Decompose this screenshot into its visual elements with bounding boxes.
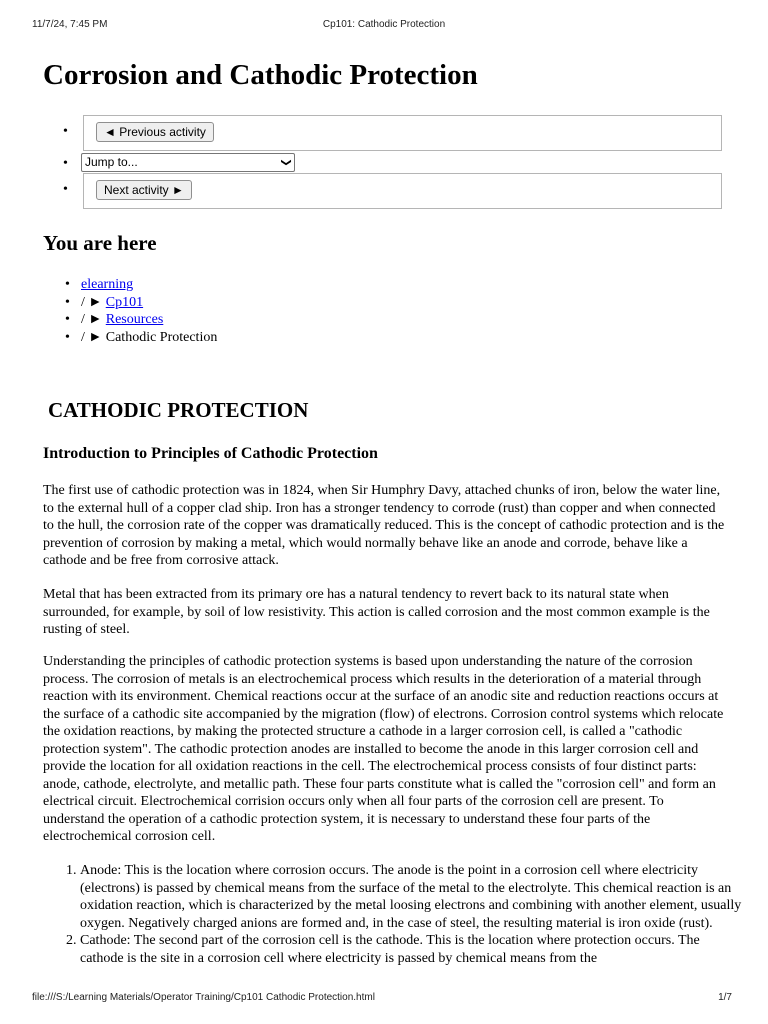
breadcrumb xyxy=(63,276,217,346)
breadcrumb-item xyxy=(63,276,217,294)
list-bullet: • xyxy=(63,182,68,197)
paragraph-corrosion: Metal that has been extracted from its primary ore has a natural tendency to revert back to its natural state when surrounded, for example, by soil of low resistivity. This action is called corrosion and the most common example is the rusting of steel. xyxy=(43,587,710,637)
breadcrumb-link-cp101[interactable]: Cp101 xyxy=(105,294,144,310)
next-activity-box xyxy=(83,173,722,209)
section-title: CATHODIC PROTECTION xyxy=(48,398,309,422)
print-file-path: file:///S:/Learning Materials/Operator Training/Cp101 Cathodic Protection.html xyxy=(32,992,375,1003)
list-item-anode: 1. Anode: This is the location where corrosion occurs. The anode is the point in a corrosion cell where electricity (electrons) is passed by chemical means from the surface of the metal to the electrolyte. This chemical reaction is an oxidation reaction, which is characterized by the metal loosing electrons and combining with another element, usually oxygen. Negatively charged anions are formed and, in the case of steel, the resulting material is iron oxide (rust). xyxy=(80,862,744,932)
breadcrumb-separator: / ► xyxy=(81,329,106,345)
list-bullet: • xyxy=(63,124,68,139)
print-footer xyxy=(32,992,736,1006)
breadcrumb-link-resources[interactable]: Resources xyxy=(105,312,164,327)
paragraph-principles: Understanding the principles of cathodic protection systems is based upon understanding the nature of the corrosion process. The corrosion of metals is an electrochemical process which results in the deterioration of a material through reaction with its environment. Chemical reactions occur at the surface of an anodic site and reduction reactions occurs at the surface of a cathodic site accompanied by the migration (flow) of electrons. Corrosion control systems which relocate the oxidation reactions, by making the protected structure a cathode in a larger corrosion cell, is called a "cathodic protection system". The cathodic protection anodes are installed to become the anode in this larger corrosion cell and provide the location for all oxidation reactions in the cell. The electrochemical process consists of four distinct parts: anode, cathode, electrolyte, and metallic path. These four parts constitute what is called the "corrosion cell" and form an electrical circuit. Electrochemical corrision occurs only when all four parts of the corrosion cell are present. To understand the operation of a cathodic protection system, it is necessary to understand these four parts of the electrochemical corrosion cell. xyxy=(43,654,724,844)
jump-to-value: Jump to... xyxy=(85,155,138,169)
breadcrumb-item xyxy=(63,311,217,329)
breadcrumb-link-elearning[interactable]: elearning xyxy=(81,277,134,292)
breadcrumb-separator: / ► xyxy=(81,294,106,310)
list-item-cathode: 2. Cathode: The second part of the corrosion cell is the cathode. This is the location where protection occurs. The cathode is the site in a corrosion cell where electricity is passed by chemical means from the xyxy=(80,932,744,967)
chevron-down-icon: ❯ xyxy=(280,158,292,167)
breadcrumb-item xyxy=(63,329,217,347)
breadcrumb-current: Cathodic Protection xyxy=(105,329,218,345)
print-doc-title: Cp101: Cathodic Protection xyxy=(322,19,446,30)
list-bullet: • xyxy=(63,156,68,171)
breadcrumb-separator: / ► xyxy=(81,312,106,327)
paragraph-history: The first use of cathodic protection was in 1824, when Sir Humphry Davy, attached chunks of iron, below the water line, to the external hull of a copper clad ship. Iron has a stronger tendency to corrode (rust) than copper and when connected to the hull, the corrosion rate of the copper was dramatically reduced. This is the concept of cathodic protection and is the prevention of corrosion by making a metal, which would normally behave like an anode and corrode, behave like a cathode and be free from corrosive attack. xyxy=(43,483,725,568)
print-header xyxy=(32,19,736,33)
breadcrumb-item xyxy=(63,294,217,312)
page-title: Corrosion and Cathodic Protection xyxy=(43,59,478,91)
section-subtitle: Introduction to Principles of Cathodic Protection xyxy=(43,445,378,462)
print-datetime: 11/7/24, 7:45 PM xyxy=(32,19,108,30)
next-activity-button[interactable]: Next activity ► xyxy=(96,180,192,200)
print-page-counter: 1/7 xyxy=(718,992,732,1003)
jump-to-select[interactable] xyxy=(81,153,295,172)
corrosion-cell-parts-list xyxy=(63,862,744,967)
previous-activity-box xyxy=(83,115,722,151)
you-are-here-heading: You are here xyxy=(43,231,157,255)
previous-activity-button[interactable]: ◄ Previous activity xyxy=(96,122,214,142)
